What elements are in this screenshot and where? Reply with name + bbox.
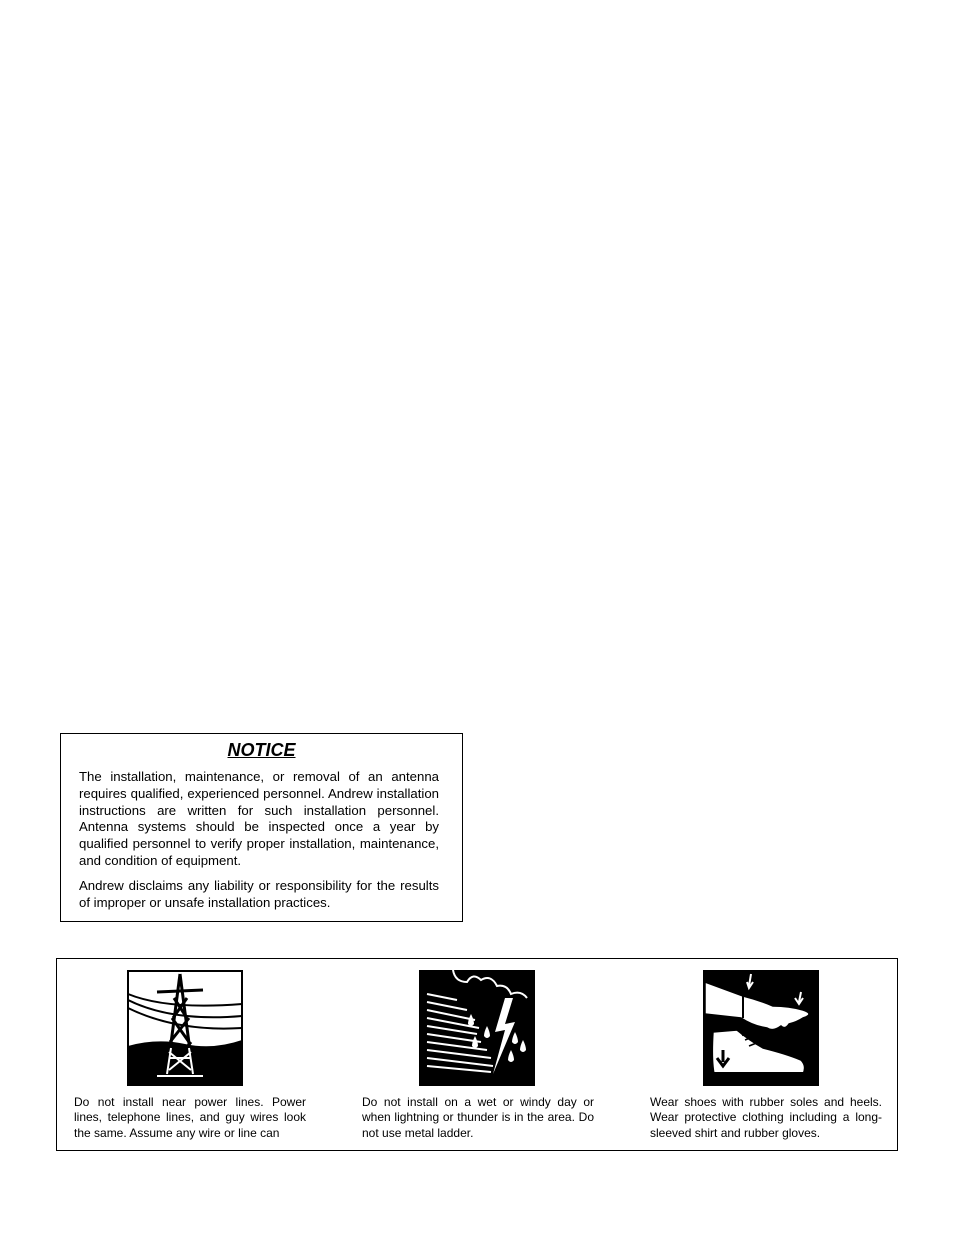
storm-lightning-icon bbox=[419, 970, 535, 1086]
safety-caption: Do not install on a wet or windy day or when lightning or thunder is in the area. Do not use metal ladder. bbox=[362, 1095, 594, 1140]
safety-panel-power-lines bbox=[74, 959, 306, 1149]
notice-title: NOTICE bbox=[227, 740, 296, 760]
power-tower-icon bbox=[127, 970, 243, 1086]
safety-panel-weather bbox=[362, 959, 594, 1149]
safety-caption: Wear shoes with rubber soles and heels. Wear protective clothing including a long-sleeved shirt and rubber gloves. bbox=[650, 1095, 882, 1140]
rubber-boot-glove-icon bbox=[703, 970, 819, 1086]
notice-paragraph: The installation, maintenance, or removal of an antenna requires qualified, experienced personnel. Andrew installation instructions are written for such installation personnel. Antenna systems should be inspected once a year by qualified personnel to verify proper installation, maintenance, and condition of equipment. bbox=[79, 769, 439, 868]
disclaimer-paragraph: Andrew disclaims any liability or responsibility for the results of improper or unsafe installation practices. bbox=[79, 878, 439, 910]
safety-panel-protective-clothing bbox=[650, 959, 882, 1149]
safety-warnings-box bbox=[56, 958, 898, 1151]
safety-caption: Do not install near power lines. Power lines, telephone lines, and guy wires look the same. Assume any wire or line can bbox=[74, 1095, 306, 1140]
notice-box bbox=[60, 733, 463, 922]
